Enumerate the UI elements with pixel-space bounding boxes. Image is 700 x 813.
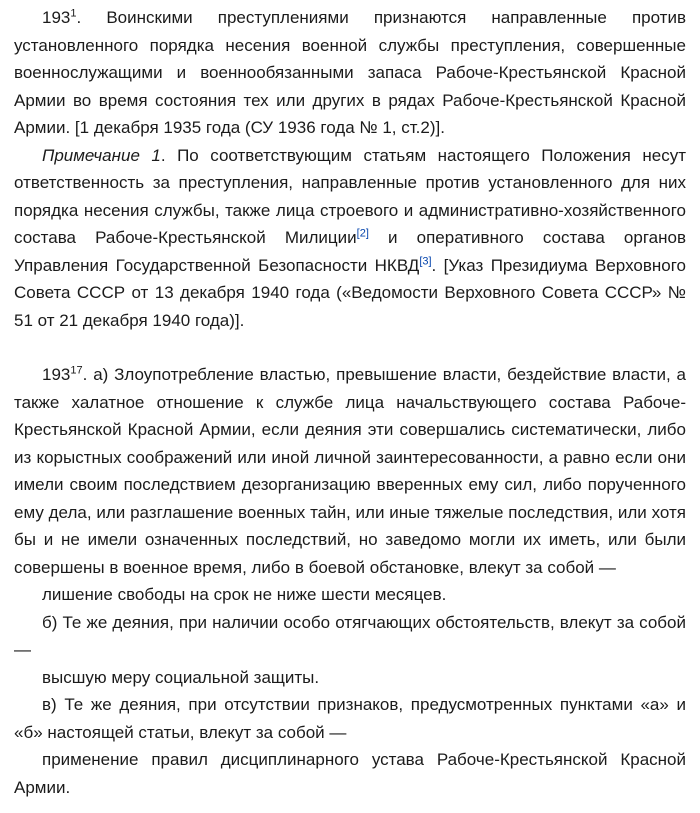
article-193-17-point-a-paragraph xyxy=(14,361,686,581)
note-label-italic: Примечание 1 xyxy=(42,145,161,165)
point-b-paragraph xyxy=(14,609,686,664)
text-run: 193 xyxy=(42,365,71,384)
sanction-b-paragraph xyxy=(14,664,686,692)
footnote-link[interactable]: [3] xyxy=(419,254,432,267)
text-run: и оперативного состава органов Управления Государственной Безопасности НКВД xyxy=(14,228,686,275)
text-run: б) Те же деяния, при наличии особо отягчающих обстоятельств, влекут за собой — xyxy=(14,612,686,659)
paragraph-spacer xyxy=(14,334,686,361)
sanction-a-paragraph xyxy=(14,581,686,609)
text-run: 193 xyxy=(42,8,71,27)
article-193-1-paragraph xyxy=(14,4,686,142)
article-number-superscript: 17 xyxy=(70,364,83,377)
sanction-v-paragraph xyxy=(14,746,686,801)
text-run: в) Те же деяния, при отсутствии признаков, предусмотренных пунктами «а» и «б» настоящей статьи, влекут за собой — xyxy=(14,695,686,742)
footnote-link[interactable]: [2] xyxy=(356,227,369,240)
text-run: . а) Злоупотребление властью, превышение власти, бездействие власти, а также халатное отношение к службе лица начальствующего состава Рабоче-Крестьянской Красной Армии, если деяния эти совершались систематически, либо из корыстных соображений или иной личной заинтересованности, а равно если они имели своим последствием дезорганизацию вверенных ему сил, либо порученного ему дела, или разглашение военных тайн, или иные тяжелые последствия, или хотя бы и не имели означенных последствий, но заведомо могли их иметь, или были совершены в военное время, либо в боевой обстановке, влекут за собой — xyxy=(14,365,686,577)
text-run: высшую меру социальной защиты. xyxy=(42,667,320,687)
footnote-superscript xyxy=(419,255,431,267)
point-v-paragraph xyxy=(14,691,686,746)
note-1-paragraph xyxy=(14,142,686,335)
article-number-superscript: 1 xyxy=(70,7,77,20)
text-run: . [Указ Президиума Верховного Совета СССР от 13 декабря 1940 года («Ведомости Верховного Совета СССР» № 51 от 21 декабря 1940 года)]. xyxy=(14,255,686,330)
text-run: лишение свободы на срок не ниже шести месяцев. xyxy=(42,585,447,604)
footnote-superscript xyxy=(357,227,369,239)
text-run: . По соответствующим статьям настоящего Положения несут ответственность за преступления, направленные против установленного для них порядка несения службы, также лица строевого и административно-хозяйственного состава Рабоче-Крестьянской Милиции xyxy=(14,145,687,247)
text-run: . Воинскими преступлениями признаются направленные против установленного порядка несения военной службы преступления, совершенные военнослужащими и военнообязанными запаса Рабоче-Крестьянской Красной Армии во время состояния тех или других в рядах Рабоче-Крестьянской Красной Армии. [1 декабря 1935 года (СУ 1936 года № 1, ст.2)]. xyxy=(14,8,686,137)
text-run: применение правил дисциплинарного устава Рабоче-Крестьянской Красной Армии. xyxy=(14,750,686,797)
